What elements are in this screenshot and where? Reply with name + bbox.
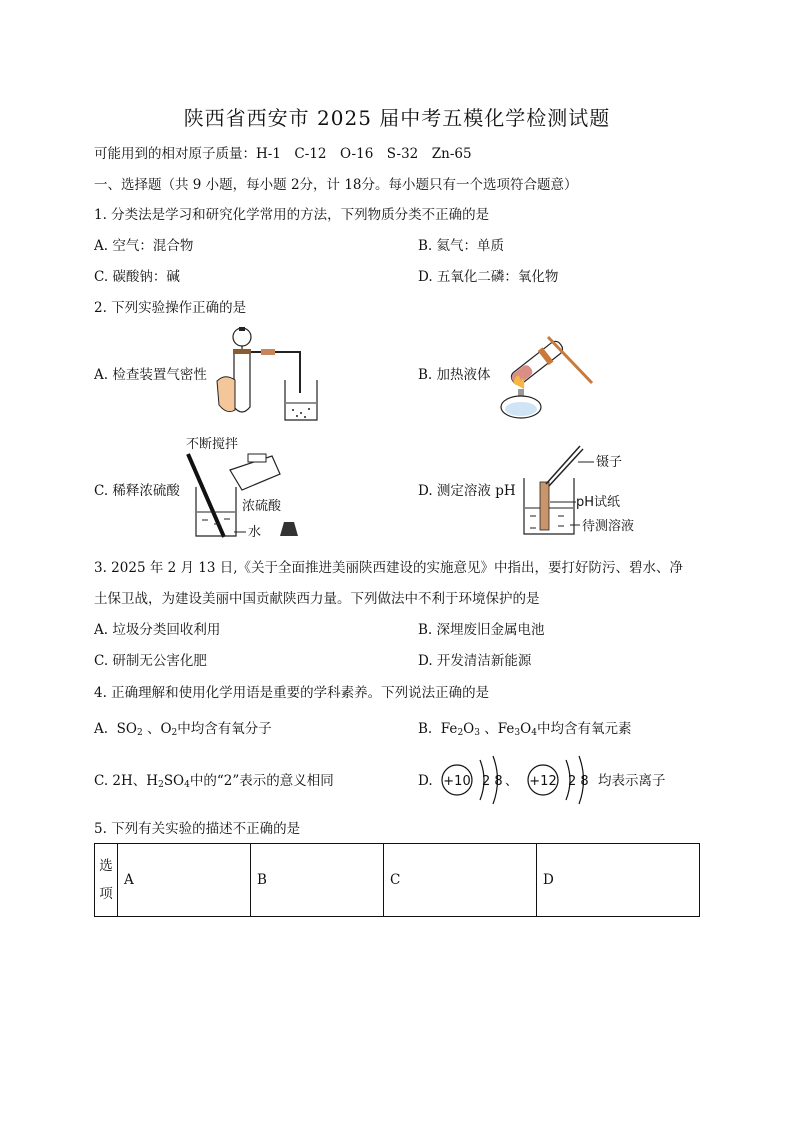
water-label: 水 [248, 525, 262, 540]
q5-stem: 5. 下列有关实验的描述不正确的是 [94, 821, 301, 837]
atomic-masses: 可能用到的相对原子质量：H-1 C-12 O-16 S-32 Zn-65 [94, 146, 472, 162]
section-heading: 一、选择题（共 9 小题，每小题 2分，计 18分。每小题只有一个选项符合题意） [94, 177, 578, 193]
q4-option-b: B. $Fe_2O_3$ 、$Fe_3O_4$中均含有氧元素 [418, 721, 632, 738]
q4-option-a: A. $SO_2$ 、$O_2$中均含有氧分子 [94, 721, 272, 738]
measure-ph-figure [520, 442, 650, 538]
solution-label: 待测溶液 [582, 519, 635, 534]
q1-option-d: D. 五氧化二磷：氧化物 [418, 269, 559, 285]
q5-options-table [94, 843, 700, 917]
heating-liquid-figure [488, 325, 600, 425]
nucleus-2: +12 [529, 774, 557, 789]
q4-option-d-text: 均表示离子 [598, 773, 666, 789]
q2-stem: 2. 下列实验操作正确的是 [94, 300, 247, 316]
formula-so2-o2: $SO_2$ 、$O_2$ [112, 721, 178, 738]
q3-stem-line1: 3. 2025 年 2 月 13 日,《关于全面推进美丽陕西建设的实施意见》中指出，要打好防污、碧水、净 [94, 560, 684, 576]
q4-stem: 4. 正确理解和使用化学用语是重要的学科素养。下列说法正确的是 [94, 685, 490, 701]
ph-paper-label: pH试纸 [576, 495, 621, 510]
q1-option-a: A. 空气：混合物 [94, 238, 194, 254]
formula-fe-oxides: $Fe_2O_3$ 、$Fe_3O_4$ [436, 721, 537, 738]
q3-option-a: A. 垃圾分类回收利用 [94, 622, 221, 638]
acid-label: 浓硫酸 [242, 499, 282, 514]
nucleus-1: +10 [443, 774, 471, 789]
table-cell-a: A [118, 844, 251, 917]
q4-option-d-prefix: D. [418, 773, 433, 789]
separator: 、 [505, 774, 519, 789]
formula-h2so4: $H_2SO_4$ [146, 773, 190, 790]
q2-option-b: B. 加热液体 [418, 367, 491, 383]
table-cell-c: C [384, 844, 537, 917]
q3-option-c: C. 研制无公害化肥 [94, 653, 207, 669]
q1-stem: 1. 分类法是学习和研究化学常用的方法，下列物质分类不正确的是 [94, 207, 490, 223]
q3-stem-line2: 土保卫战，为建设美丽中国贡献陕西力量。下列做法中不利于环境保护的是 [94, 591, 540, 607]
q1-option-b: B. 氦气：单质 [418, 238, 505, 254]
airtightness-apparatus-figure [205, 325, 325, 425]
q1-option-c: C. 碳酸钠：碱 [94, 269, 180, 285]
table-cell-b: B [251, 844, 384, 917]
page-title: 陕西省西安市 2025 届中考五模化学检测试题 [183, 106, 611, 130]
table-cell-d: D [537, 844, 700, 917]
q3-option-b: B. 深埋废旧金属电池 [418, 622, 545, 638]
q3-option-d: D. 开发清洁新能源 [418, 653, 532, 669]
table-header-cell: 选 项 [95, 844, 118, 917]
stir-label: 不断搅拌 [186, 437, 239, 452]
diluting-acid-figure [180, 432, 310, 542]
q2-option-a: A. 检查装置气密性 [94, 367, 207, 383]
shells-1: 2 8 [482, 774, 503, 789]
q2-option-c: C. 稀释浓硫酸 [94, 483, 180, 499]
table-row [95, 844, 700, 917]
shells-2: 2 8 [568, 774, 589, 789]
tweezers-label: 镊子 [596, 455, 623, 470]
q2-option-d: D. 测定溶液 pH [418, 483, 516, 499]
q4-option-c: C. 2H、$H_2SO_4$中的“2”表示的意义相同 [94, 773, 334, 790]
